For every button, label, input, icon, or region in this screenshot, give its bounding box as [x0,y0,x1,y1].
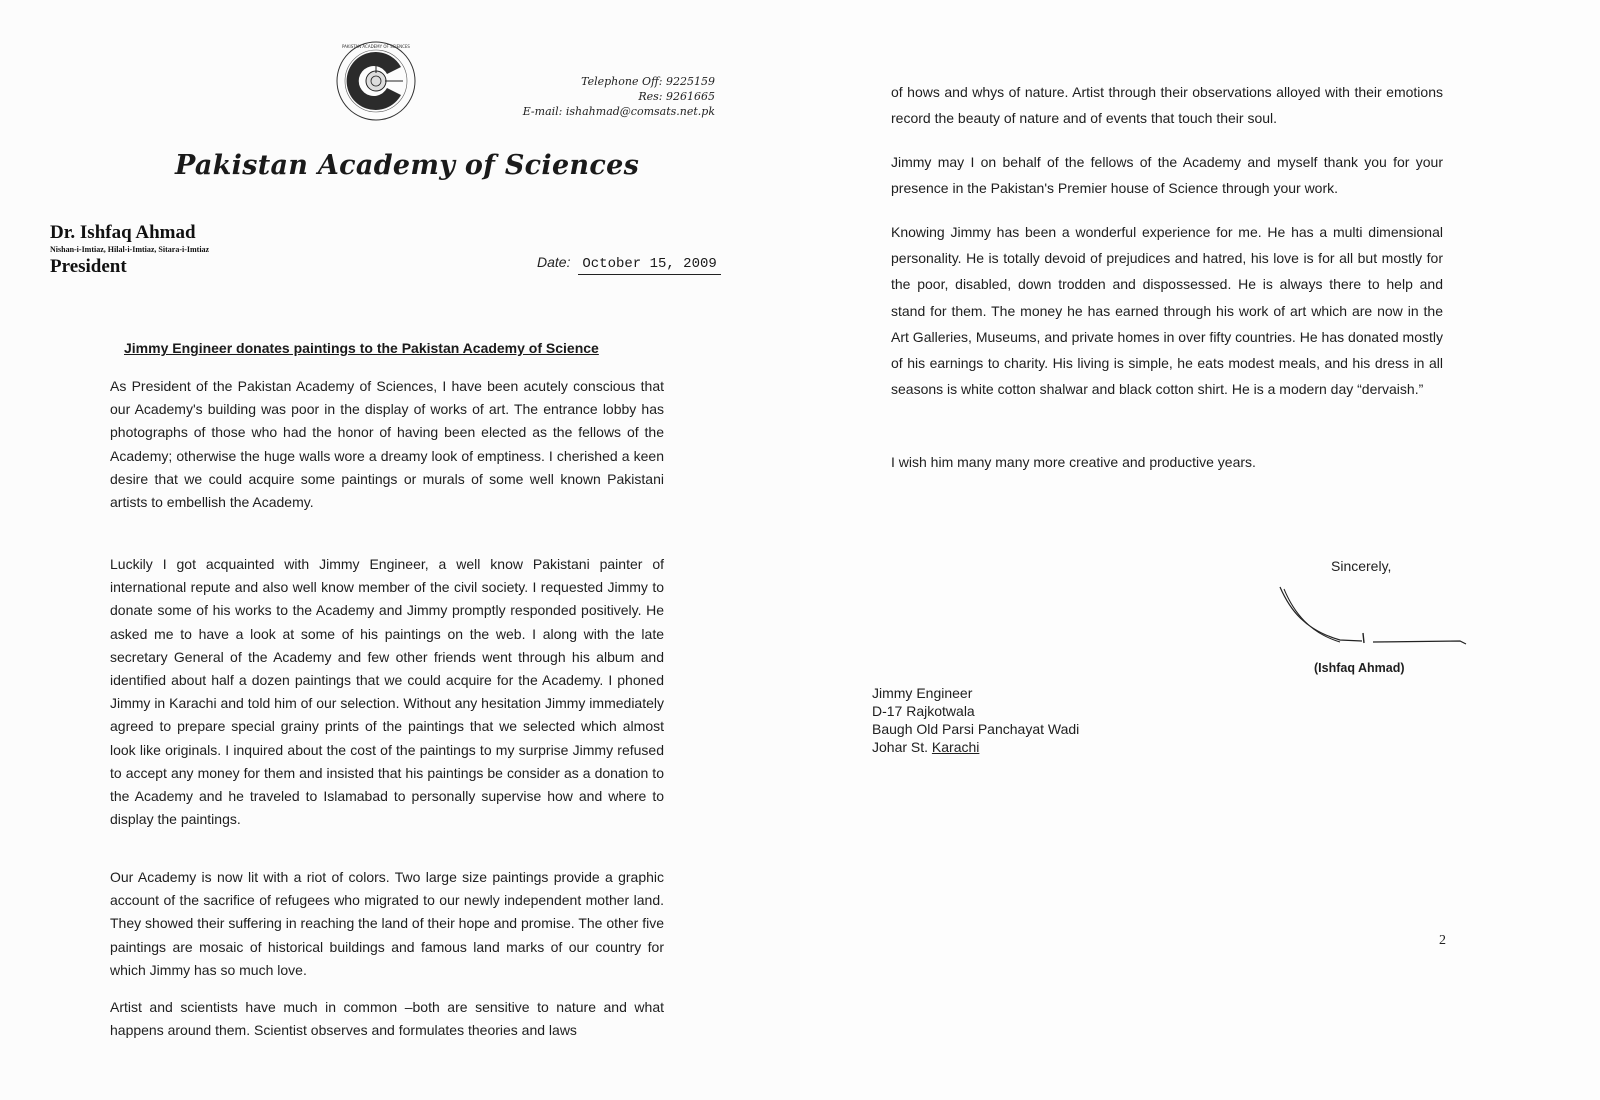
organization-title: Pakistan Academy of Sciences [175,150,640,181]
sender-role: President [50,256,127,277]
paragraph-text: Artist and scientists have much in common –both are sensitive to nature and what happens around them. Scientist observes and formulates theories and laws [110,999,664,1039]
paragraph-text: Luckily I got acquainted with Jimmy Engineer, a well know Pakistani painter of international repute and also well know member of the civil society. I requested Jimmy to donate some of his works to the Academy and Jimmy promptly responded positively. He asked me to have a look at some of his paintings on the web. I along with the late secretary General of the Academy and few other friends went through his album and identified about half a dozen paintings that we could acquire for the Academy. I phoned Jimmy in Karachi and told him of our selection. Without any hesitation Jimmy immediately agreed to prepare special grainy prints of the paintings that we selected which almost look like originals. I inquired about the cost of the paintings to my surprise Jimmy refused to accept any money for them and insisted that his paintings be consider as a donation to the Academy and he traveled to Islamabad to personally supervise how and where to display the paintings. [110,556,664,828]
page2-paragraph-4 [891,449,1443,475]
sender-name: Dr. Ishfaq Ahmad [50,222,196,243]
recipient-name: Jimmy Engineer [872,685,973,701]
paragraph-2 [110,553,664,831]
contact-info [523,74,715,119]
paragraph-3 [110,866,664,982]
recipient-address [872,684,1079,756]
paragraph-text: As President of the Pakistan Academy of Sciences, I have been acutely conscious that our Academy's building was poor in the display of works of art. The entrance lobby has photographs of those who had the honor of having been elected as the fellows of the Academy; otherwise the huge walls wore a dreamy look of emptiness. I cherished a keen desire that we could acquire some paintings or murals of some well known Pakistani artists to embellish the Academy. [110,378,664,511]
paragraph-text: of hows and whys of nature. Artist through their observations alloyed with their emotions record the beauty of nature and of events that touch their soul. [891,84,1443,127]
paragraph-text: Knowing Jimmy has been a wonderful experience for me. He has a multi dimensional personality. He is totally devoid of prejudices and hatred, his love is for all but mostly for the poor, disabled, down trodden and dispossessed. He is always there to help and stand for them. The money he has earned through his work of art which are now in the Art Galleries, Museums, and private homes in over fifty countries. He has donated mostly of his earnings to charity. His living is simple, he eats modest meals, and his dress in all seasons is white cotton shalwar and black cotton shirt. He is a modern day “dervaish.” [891,224,1443,398]
paragraph-1 [110,375,664,514]
signer-name: (Ishfaq Ahmad) [1314,661,1405,675]
sender-honors: Nishan-i-Imtiaz, Hilal-i-Imtiaz, Sitara-i-Imtiaz [50,245,210,254]
academy-seal-icon [335,40,417,122]
page2-paragraph-1 [891,79,1443,131]
recipient-address-line-1: D-17 Rajkotwala [872,703,975,719]
paragraph-4 [110,996,664,1042]
sender-block [50,222,209,278]
signature-icon [1270,585,1480,660]
page2-paragraph-2 [891,149,1443,201]
recipient-address-line-3 [872,738,1079,756]
date-label: Date: [537,254,571,270]
telephone-office: Telephone Off: 9225159 [581,75,715,88]
page-number: 2 [1439,933,1446,948]
svg-text:PAKISTAN ACADEMY OF SCIENCES: PAKISTAN ACADEMY OF SCIENCES [342,44,410,49]
paragraph-text: Our Academy is now lit with a riot of colors. Two large size paintings provide a graphic account of the sacrifice of refugees who migrated to our newly independent mother land. They showed their suffering in reaching the land of their hope and promise. The other five paintings are mosaic of historical buildings and famous land marks of our country for which Jimmy has so much love. [110,869,664,978]
paragraph-text: Jimmy may I on behalf of the fellows of the Academy and myself thank you for your presence in the Pakistan's Premier house of Science through your work. [891,154,1443,197]
recipient-address-line-2: Baugh Old Parsi Panchayat Wadi [872,721,1080,737]
recipient-city: Karachi [931,739,980,755]
date-field [537,254,721,275]
letter-heading: Jimmy Engineer donates paintings to the Pakistan Academy of Science [124,340,599,356]
paragraph-text: I wish him many many more creative and productive years. [891,454,1256,470]
closing-salutation: Sincerely, [1331,558,1392,574]
telephone-residence: Res: 9261665 [638,90,715,103]
date-value: October 15, 2009 [578,256,720,275]
recipient-street: Johar St. [872,739,932,755]
email-address: E-mail: ishahmad@comsats.net.pk [522,105,715,118]
page2-paragraph-3 [891,219,1443,402]
